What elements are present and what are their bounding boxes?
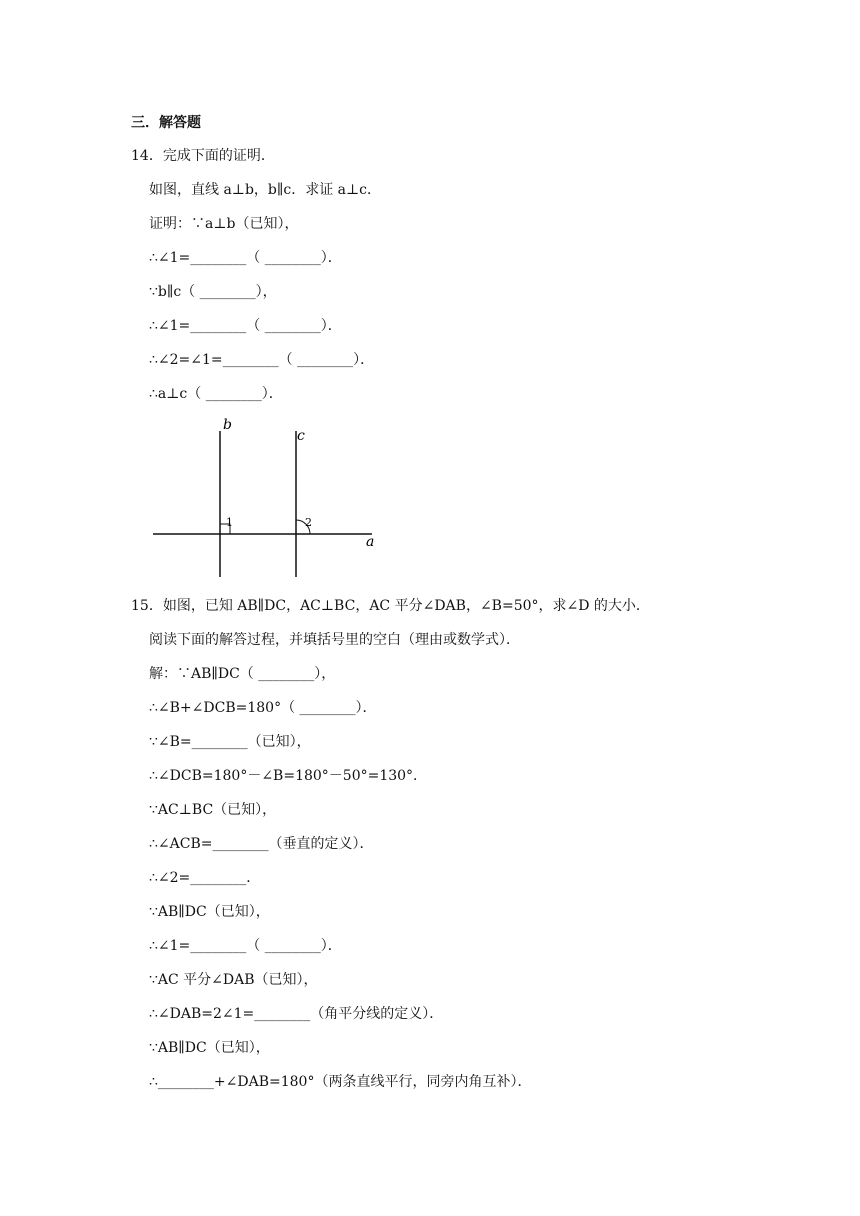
q14-line-7: ∴a⊥c（ ________）． [149, 386, 283, 402]
label-a: a [366, 534, 375, 550]
label-b: b [223, 417, 232, 433]
q15-line-14: ∴________+∠DAB=180°（两条直线平行，同旁内角互补）． [149, 1074, 532, 1090]
label-c: c [297, 428, 305, 444]
q15-line-8: ∴∠2=________． [149, 870, 261, 886]
q14-line-1: 如图，直线 a⊥b，b∥c．求证 a⊥c． [149, 182, 381, 198]
q15-line-3: ∴∠B+∠DCB=180°（ ________）． [149, 700, 377, 716]
q14-line-2: 证明：∵a⊥b（已知）， [149, 216, 299, 232]
q14-line-3: ∴∠1=________（ ________）． [149, 250, 342, 266]
q15-line-2: 解：∵AB∥DC（ ________）， [149, 666, 336, 682]
q14-title: 14．完成下面的证明． [131, 148, 275, 164]
q15-title: 15．如图，已知 AB∥DC，AC⊥BC，AC 平分∠DAB，∠B=50°，求∠D 的大小． [131, 598, 650, 614]
q15-line-4: ∵∠B=________（已知）， [149, 734, 311, 750]
label-angle-2: 2 [305, 516, 312, 529]
q14-line-4: ∵b∥c（ ________）， [149, 284, 277, 300]
q15-line-9: ∵AB∥DC（已知）， [149, 904, 270, 920]
q15-line-7: ∴∠ACB=________（垂直的定义）． [149, 836, 374, 852]
q15-line-6: ∵AC⊥BC（已知）， [149, 802, 277, 818]
q15-line-10: ∴∠1=________（ ________）． [149, 938, 342, 954]
label-angle-1: 1 [226, 516, 233, 529]
section-title: 三．解答题 [131, 114, 201, 130]
q15-line-5: ∴∠DCB=180°－∠B=180°－50°=130°． [149, 768, 428, 784]
q14-line-6: ∴∠2=∠1=________（ ________）． [149, 352, 375, 368]
q14-line-5: ∴∠1=________（ ________）． [149, 318, 342, 334]
q15-line-12: ∴∠DAB=2∠1=________（角平分线的定义）． [149, 1006, 444, 1022]
q15-line-1: 阅读下面的解答过程，并填括号里的空白（理由或数学式）． [149, 632, 520, 648]
q14-figure [150, 415, 390, 585]
q15-line-11: ∵AC 平分∠DAB（已知）， [149, 972, 318, 988]
q15-line-13: ∵AB∥DC（已知）， [149, 1040, 270, 1056]
